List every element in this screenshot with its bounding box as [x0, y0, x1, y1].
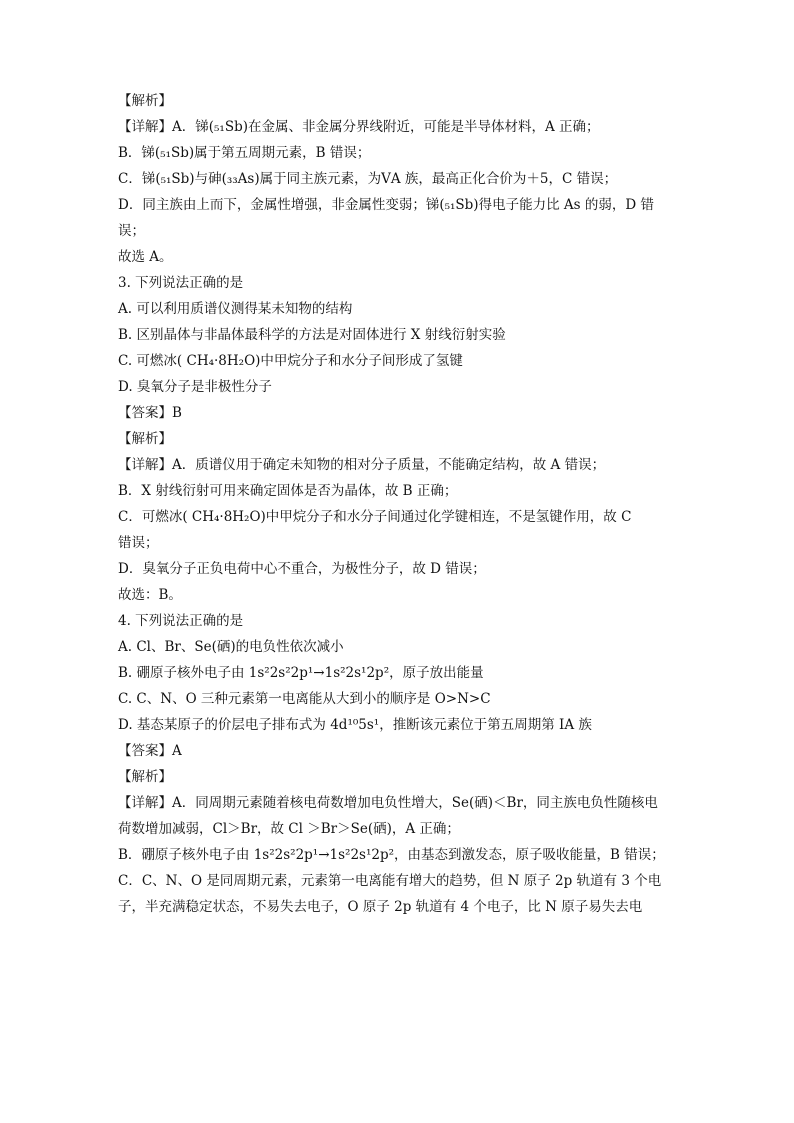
question-3-option-d: D. 臭氧分子是非极性分子 — [118, 379, 272, 395]
question-3-stem: 3. 下列说法正确的是 — [118, 275, 244, 291]
question-3-option-a: A. 可以利用质谱仪测得某未知物的结构 — [118, 301, 353, 317]
question-4-option-d: D. 基态某原子的价层电子排布式为 4d¹⁰5s¹，推断该元素位于第五周期第 IA 族 — [118, 717, 592, 733]
explanation-line: D．臭氧分子正负电荷中心不重合，为极性分子，故 D 错误； — [118, 561, 486, 577]
section-analysis-heading: 【解析】 — [118, 431, 172, 447]
question-3-option-c: C. 可燃冰( CH₄·8H₂O)中甲烷分子和水分子间形成了氢键 — [118, 353, 463, 369]
explanation-line: C．C、N、O 是同周期元素，元素第一电离能有增大的趋势，但 N 原子 2p 轨道有 3 个电 — [118, 873, 662, 889]
conclusion-line: 故选 A。 — [118, 249, 173, 265]
explanation-line: 误； — [118, 223, 145, 239]
explanation-line: 子，半充满稳定状态，不易失去电子，O 原子 2p 轨道有 4 个电子，比 N 原子易失去电 — [118, 899, 643, 915]
explanation-line: 错误； — [118, 535, 159, 551]
question-4-stem: 4. 下列说法正确的是 — [118, 613, 244, 629]
question-4-answer: 【答案】A — [118, 743, 182, 759]
explanation-line: B．X 射线衍射可用来确定固体是否为晶体，故 B 正确； — [118, 483, 458, 499]
explanation-line: B．锑(₅₁Sb)属于第五周期元素，B 错误； — [118, 145, 371, 161]
section-analysis-heading: 【解析】 — [118, 769, 172, 785]
question-4-option-a: A. Cl、Br、Se(硒)的电负性依次减小 — [118, 639, 344, 655]
question-4-option-c: C. C、N、O 三种元素第一电离能从大到小的顺序是 O>N>C — [118, 691, 491, 707]
document-body — [118, 92, 678, 924]
explanation-line: C．锑(₅₁Sb)与砷(₃₃As)属于同主族元素，为ⅤA 族，最高正化合价为＋5，C 错误； — [118, 171, 618, 187]
question-3-option-b: B. 区别晶体与非晶体最科学的方法是对固体进行 X 射线衍射实验 — [118, 327, 506, 343]
conclusion-line: 故选：B。 — [118, 587, 182, 603]
explanation-line: 【详解】A．质谱仪用于确定未知物的相对分子质量，不能确定结构，故 A 错误； — [118, 457, 606, 473]
question-3-answer: 【答案】B — [118, 405, 182, 421]
explanation-line: C．可燃冰( CH₄·8H₂O)中甲烷分子和水分子间通过化学键相连，不是氢键作用，故 C — [118, 509, 632, 525]
explanation-line: B．硼原子核外电子由 1s²2s²2p¹→1s²2s¹2p²，由基态到激发态，原子吸收能量，B 错误； — [118, 847, 665, 863]
explanation-line: 荷数增加减弱，Cl＞Br，故 Cl ＞Br＞Se(硒)，A 正确； — [118, 821, 460, 837]
explanation-line: D．同主族由上而下，金属性增强，非金属性变弱；锑(₅₁Sb)得电子能力比 As 的弱，D 错 — [118, 197, 654, 213]
question-4-option-b: B. 硼原子核外电子由 1s²2s²2p¹→1s²2s¹2p²，原子放出能量 — [118, 665, 484, 681]
section-analysis-heading: 【解析】 — [118, 93, 172, 109]
explanation-line: 【详解】A．锑(₅₁Sb)在金属、非金属分界线附近，可能是半导体材料，A 正确； — [118, 119, 600, 135]
explanation-line: 【详解】A．同周期元素随着核电荷数增加电负性增大，Se(硒)＜Br，同主族电负性随核电 — [118, 795, 658, 811]
